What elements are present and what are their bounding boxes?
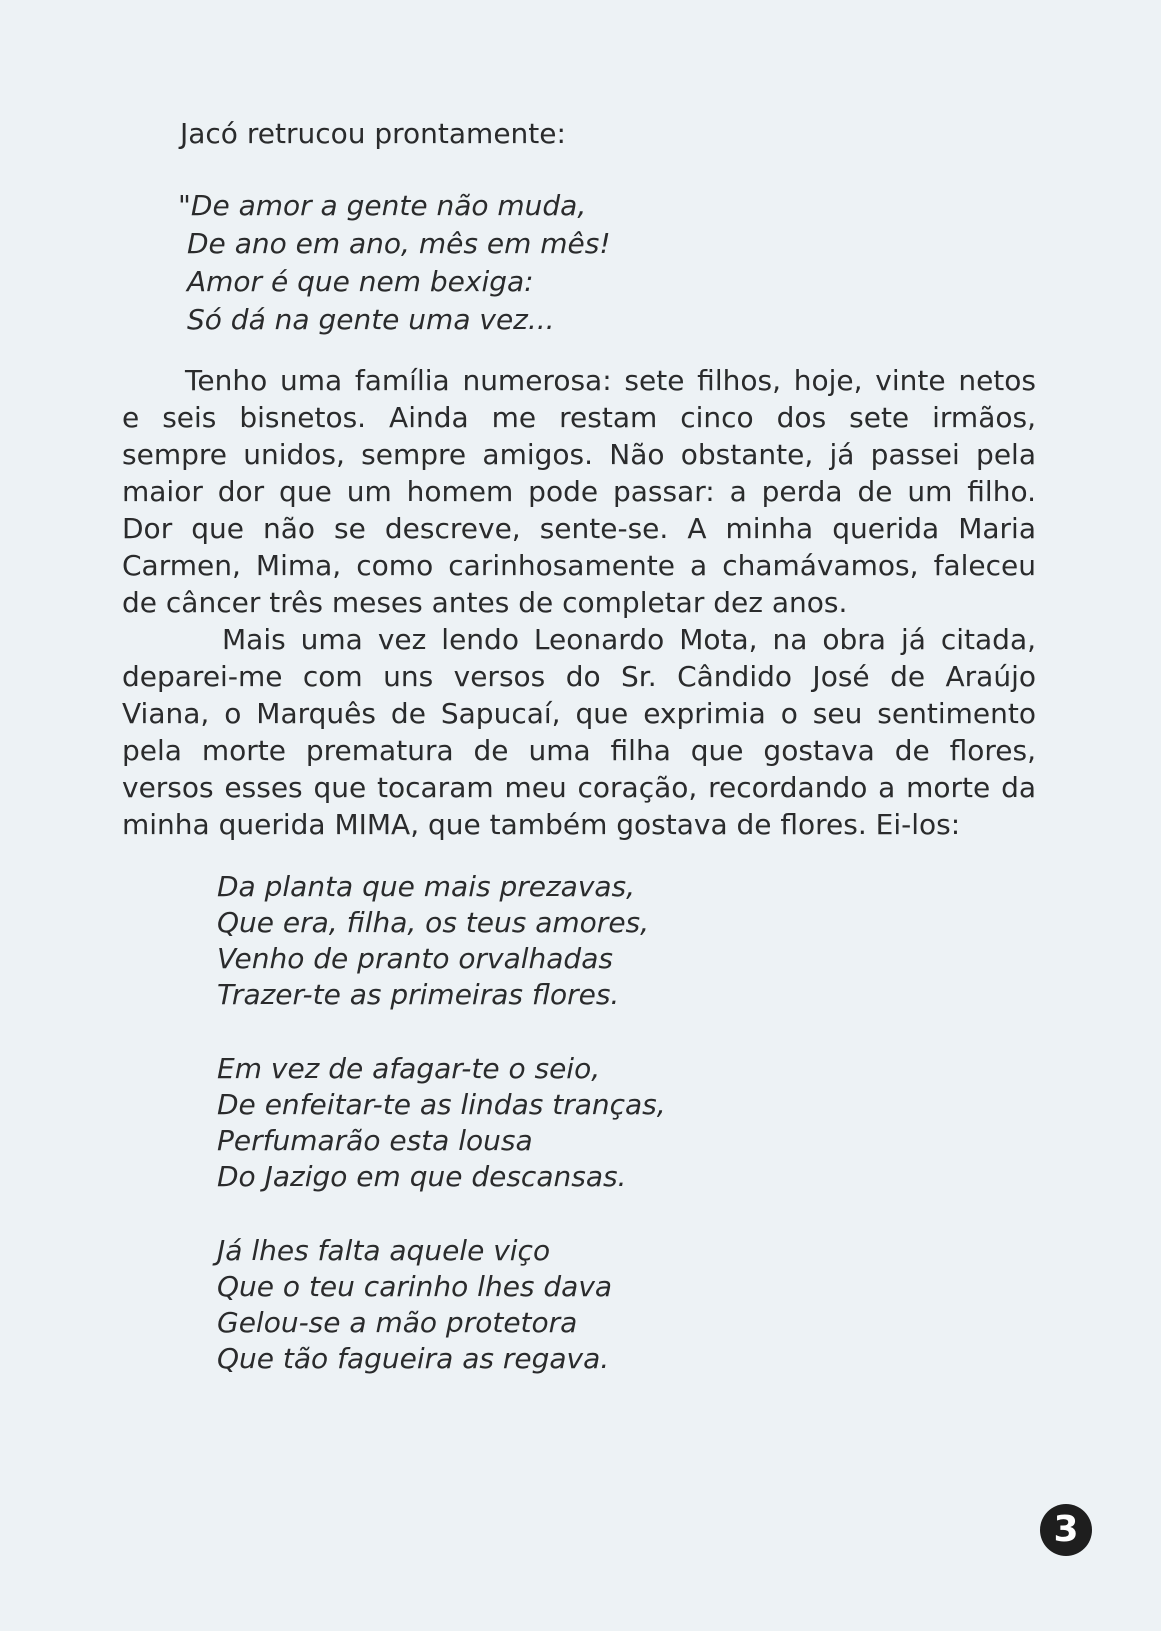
body-line: maior dor que um homem pode passar: a perda de um filho. [122,475,1036,508]
poem-stanza [217,869,649,1013]
verse-line: Venho de pranto orvalhadas [217,942,613,975]
verse-line: Do Jazigo em que descansas. [217,1160,627,1193]
body-line: Carmen, Mima, como carinhosamente a chamávamos, faleceu [122,549,1036,582]
verse-line: Em vez de afagar-te o seio, [217,1052,601,1085]
verse-line: Amor é que nem bexiga: [187,265,534,298]
poem-stanza [217,1051,666,1195]
verse-line: Gelou-se a mão protetora [217,1306,578,1339]
intro-verse [178,187,611,339]
paragraph [122,362,1036,621]
verse-line: "De amor a gente não muda, [178,189,587,222]
intro-line: Jacó retrucou prontamente: [180,117,566,150]
body-line: e seis bisnetos. Ainda me restam cinco dos sete irmãos, [122,401,1036,434]
body-line: Mais uma vez lendo Leonardo Mota, na obra já citada, [222,623,1036,656]
verse-line: Que tão fagueira as regava. [217,1342,610,1375]
verse-line: Trazer-te as primeiras flores. [217,978,620,1011]
poem-stanza [217,1233,612,1377]
body-line: versos esses que tocaram meu coração, recordando a morte da [122,771,1036,804]
body-line: sempre unidos, sempre amigos. Não obstante, já passei pela [122,438,1036,471]
verse-line: Perfumarão esta lousa [217,1124,533,1157]
body-line: Dor que não se descreve, sente-se. A minha querida Maria [122,512,1036,545]
body-line: minha querida MIMA, que também gostava de flores. Ei-los: [122,808,961,841]
verse-line: Da planta que mais prezavas, [217,870,636,903]
body-line: Viana, o Marquês de Sapucaí, que exprimia o seu sentimento [122,697,1036,730]
body-line: deparei-me com uns versos do Sr. Cândido José de Araújo [122,660,1036,693]
body-text [122,362,1036,843]
verse-line: Só dá na gente uma vez... [187,303,555,336]
body-line: pela morte prematura de uma filha que gostava de flores, [122,734,1036,767]
verse-line: De ano em ano, mês em mês! [187,227,611,260]
verse-line: Que o teu carinho lhes dava [217,1270,613,1303]
verse-line: De enfeitar-te as lindas tranças, [217,1088,666,1121]
verse-line: Que era, filha, os teus amores, [217,906,650,939]
body-line: Tenho uma família numerosa: sete filhos, hoje, vinte netos [185,364,1036,397]
page-number: 3 [1053,1509,1079,1550]
paragraph [122,621,1036,843]
body-line: de câncer três meses antes de completar dez anos. [122,586,848,619]
verse-line: Já lhes falta aquele viço [217,1234,551,1267]
page-number-badge [1040,1504,1092,1556]
